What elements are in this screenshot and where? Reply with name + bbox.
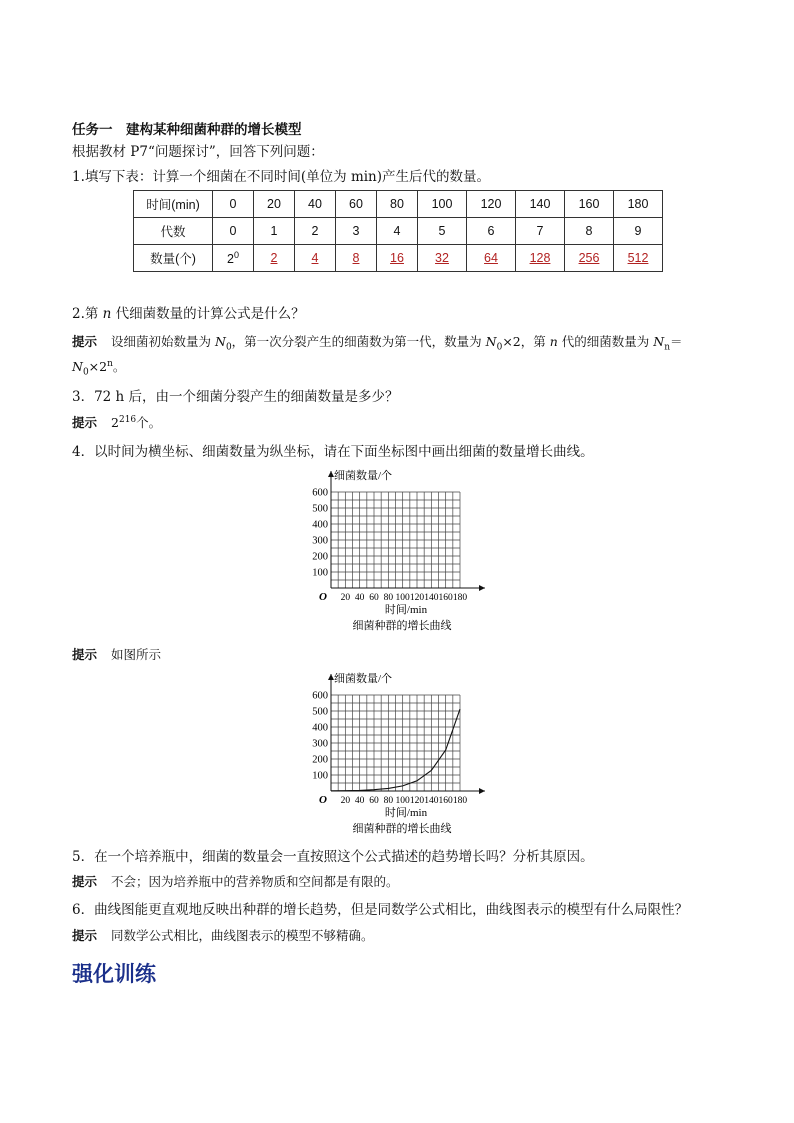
table-cell: 180	[614, 191, 663, 218]
intro-text: 根据教材 P7“问题探讨”，回答下列问题：	[72, 144, 324, 160]
row-label-time: 时间(min)	[134, 191, 213, 218]
question-3: 3．72 h 后，由一个细菌分裂产生的细菌数量是多少？	[72, 389, 399, 405]
x-tick-label: 20	[340, 796, 351, 806]
power-base: 2	[111, 415, 119, 430]
table-cell: 60	[336, 191, 377, 218]
x-tick-label: 140	[424, 593, 439, 603]
question-4: 4．以时间为横坐标、细菌数量为纵坐标，请在下面坐标图中画出细菌的数量增长曲线。	[72, 444, 594, 460]
hint-label: 提示	[72, 334, 98, 349]
y-tick-label: 500	[312, 706, 328, 718]
generation-table	[133, 190, 663, 272]
table-cell: 4	[377, 218, 418, 245]
x-tick-label: 120	[409, 796, 425, 806]
x-axis-label: 时间/min	[384, 807, 428, 819]
q2-suffix: 代细菌数量的计算公式是什么？	[111, 306, 305, 322]
question-6: 6．曲线图能更直观地反映出种群的增长趋势，但是同数学公式相比，曲线图表示的模型有什么局限性？	[72, 902, 689, 918]
origin-label: O	[319, 591, 327, 603]
hint-text: 个。	[136, 415, 162, 430]
table-cell	[467, 245, 516, 272]
table-row-count	[134, 245, 663, 272]
table-cell	[565, 245, 614, 272]
hint-text: 代的细菌数量为	[557, 334, 654, 349]
answer-value: 64	[484, 251, 498, 265]
answer-value: 256	[578, 251, 600, 265]
x-axis-arrow	[479, 585, 485, 591]
q2-prefix: 2.第	[72, 306, 103, 322]
hint-text: ＝	[670, 334, 683, 349]
y-tick-label: 600	[312, 690, 328, 702]
x-tick-label: 40	[354, 593, 365, 603]
hint-text: 如图所示	[111, 647, 162, 662]
hint-label: 提示	[72, 647, 98, 662]
table-cell	[377, 245, 418, 272]
x-tick-label: 160	[438, 796, 453, 806]
x-tick-label: 180	[452, 593, 468, 603]
row-label-generation: 代数	[134, 218, 213, 245]
x-tick-label: 140	[424, 796, 439, 806]
var-n: n	[549, 334, 558, 349]
x-tick-label: 180	[452, 796, 468, 806]
x-tick-label: 40	[354, 796, 365, 806]
sub: 0	[82, 367, 89, 378]
table-cell	[614, 245, 663, 272]
x-tick-label: 20	[340, 593, 351, 603]
table-cell: 40	[295, 191, 336, 218]
answer-value: 32	[435, 251, 449, 265]
power-base: 2	[227, 252, 234, 267]
x-tick-label: 160	[438, 593, 453, 603]
hint-text: 不会；因为培养瓶中的营养物质和空间都是有限的。	[111, 874, 399, 889]
hint-2	[72, 332, 683, 353]
table-cell: 160	[565, 191, 614, 218]
answer-value: 128	[529, 251, 551, 265]
table-cell: 0	[213, 191, 254, 218]
hint-label: 提示	[72, 874, 98, 889]
question-1: 1.填写下表：计算一个细菌在不同时间(单位为 min)产生后代的数量。	[72, 169, 491, 185]
hint-4	[72, 645, 161, 663]
hint-text: 。	[112, 359, 126, 374]
table-cell: 7	[516, 218, 565, 245]
table-cell: 3	[336, 218, 377, 245]
var-N: N	[72, 359, 83, 374]
x-tick-label: 60	[369, 796, 379, 806]
table-cell: 2	[295, 218, 336, 245]
answer-growth-chart	[290, 668, 500, 838]
y-tick-label: 600	[312, 487, 328, 499]
row-label-count: 数量(个)	[134, 245, 213, 272]
answer-value: 16	[390, 251, 404, 265]
chart-title: 细菌种群的增长曲线	[352, 823, 452, 835]
times-two: ×2	[88, 359, 108, 374]
section-title: 强化训练	[72, 961, 156, 986]
table-row-time	[134, 191, 663, 218]
hint-text: 同数学公式相比，曲线图表示的模型不够精确。	[111, 928, 374, 943]
x-tick-label: 80	[383, 796, 394, 806]
y-tick-label: 200	[312, 551, 328, 563]
x-tick-label: 120	[409, 593, 425, 603]
table-cell: 1	[254, 218, 295, 245]
table-cell: 8	[565, 218, 614, 245]
table-cell: 100	[418, 191, 467, 218]
table-cell: 9	[614, 218, 663, 245]
table-cell	[295, 245, 336, 272]
sub: 0	[496, 342, 503, 353]
table-cell-first-count	[213, 245, 254, 272]
table-cell	[254, 245, 295, 272]
y-tick-label: 200	[312, 754, 328, 766]
power-exp: 216	[118, 414, 137, 425]
power-exp: 0	[233, 249, 239, 260]
table-cell	[336, 245, 377, 272]
hint-6	[72, 926, 374, 944]
var-N: N	[653, 334, 665, 349]
hint-3	[72, 413, 161, 431]
hint-label: 提示	[72, 415, 98, 430]
hint-2-cont	[72, 357, 125, 378]
table-cell: 0	[213, 218, 254, 245]
table-cell: 80	[377, 191, 418, 218]
y-axis-label: 细菌数量/个	[334, 673, 393, 685]
y-tick-label: 100	[312, 770, 328, 782]
hint-label: 提示	[72, 928, 98, 943]
table-cell: 20	[254, 191, 295, 218]
x-tick-label: 60	[369, 593, 379, 603]
task-title: 任务一 建构某种细菌种群的增长模型	[72, 122, 302, 138]
x-tick-label: 80	[383, 593, 394, 603]
sub: n	[664, 342, 670, 353]
hint-text: ，第一次分裂产生的细菌数为第一代，数量为	[231, 334, 486, 349]
question-5: 5．在一个培养瓶中，细菌的数量会一直按照这个公式描述的趋势增长吗？分析其原因。	[72, 849, 594, 865]
table-cell	[516, 245, 565, 272]
table-cell: 120	[467, 191, 516, 218]
empty-growth-chart	[290, 465, 500, 635]
table-cell	[418, 245, 467, 272]
table-cell: 5	[418, 218, 467, 245]
y-tick-label: 300	[312, 535, 328, 547]
sup: n	[107, 358, 113, 369]
answer-value: 4	[311, 251, 319, 265]
sub: 0	[225, 342, 232, 353]
hint-5	[72, 872, 399, 890]
question-2	[72, 302, 305, 322]
times-two: ×2	[502, 334, 521, 349]
y-tick-label: 100	[312, 567, 328, 579]
chart-title: 细菌种群的增长曲线	[352, 620, 452, 632]
table-cell: 140	[516, 191, 565, 218]
table-cell: 6	[467, 218, 516, 245]
q2-var: n	[102, 306, 112, 322]
hint-text: 设细菌初始数量为	[111, 334, 215, 349]
answer-value: 512	[627, 251, 649, 265]
y-axis-label: 细菌数量/个	[334, 470, 393, 482]
y-tick-label: 400	[312, 722, 328, 734]
answer-value: 8	[352, 251, 360, 265]
y-tick-label: 400	[312, 519, 328, 531]
var-N: N	[215, 334, 226, 349]
x-tick-label: 100	[395, 796, 410, 806]
x-axis-label: 时间/min	[384, 604, 428, 616]
answer-value: 2	[270, 251, 278, 265]
y-tick-label: 500	[312, 503, 328, 515]
hint-text: ，第	[520, 334, 550, 349]
origin-label: O	[319, 794, 327, 806]
var-N: N	[485, 334, 497, 349]
y-tick-label: 300	[312, 738, 328, 750]
table-row-generation	[134, 218, 663, 245]
x-axis-arrow	[479, 788, 485, 794]
x-tick-label: 100	[395, 593, 410, 603]
